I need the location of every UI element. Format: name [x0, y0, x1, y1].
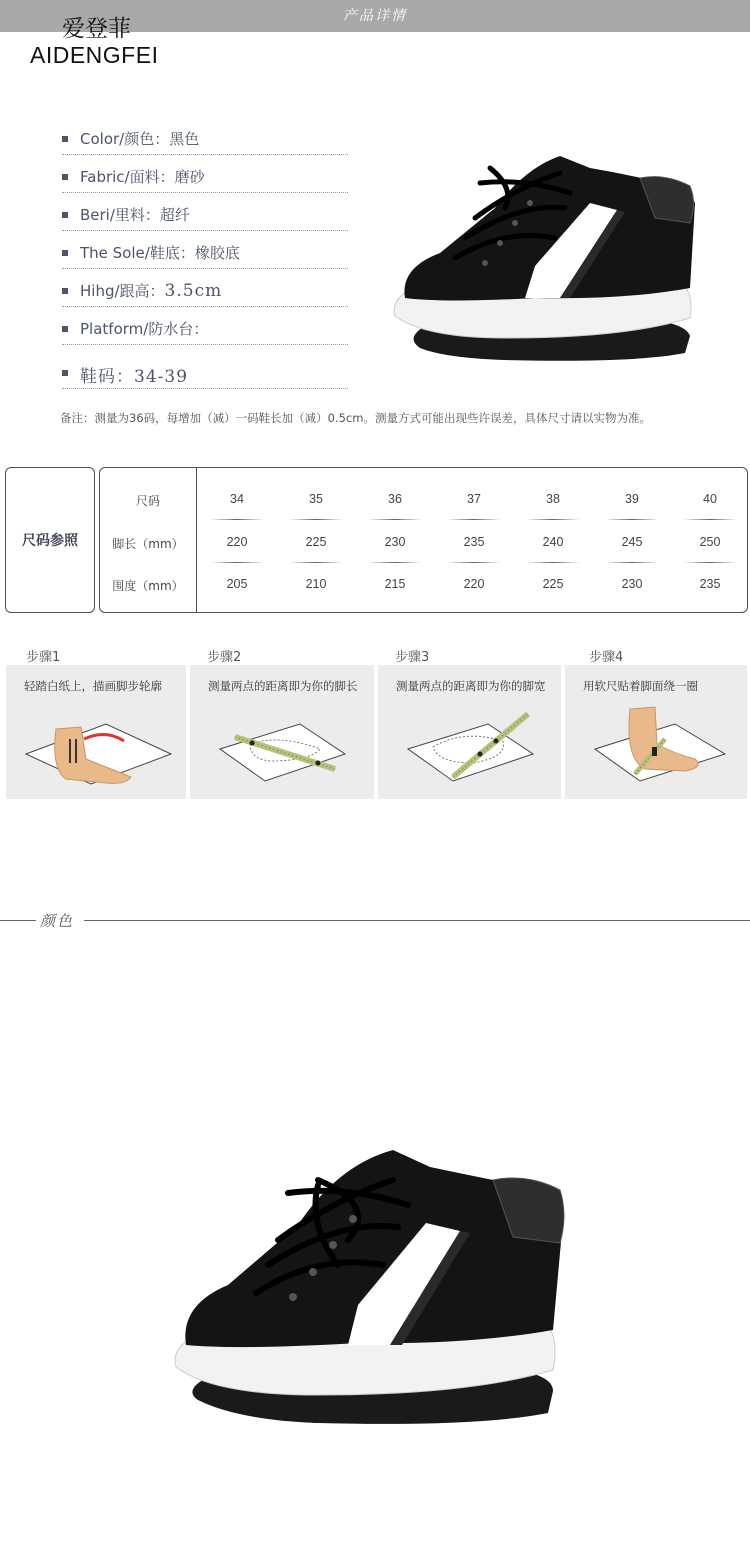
table-cell: 36 — [388, 492, 402, 506]
table-cell: 245 — [621, 535, 643, 549]
row-separator — [526, 562, 580, 563]
table-cell: 250 — [699, 535, 721, 549]
row-separator — [447, 519, 501, 520]
table-cell: 225 — [542, 577, 564, 591]
table-cell: 240 — [542, 535, 564, 549]
color-section-title: 颜色 — [40, 912, 75, 930]
bullet-icon — [62, 326, 68, 332]
header-title: 产品详情 — [343, 8, 407, 24]
spec-text: The Sole/鞋底：橡胶底 — [80, 244, 240, 262]
spec-platform — [62, 314, 348, 345]
spec-text: Color/颜色：黑色 — [80, 130, 200, 148]
table-cell: 37 — [467, 492, 481, 506]
table-cell: 230 — [621, 577, 643, 591]
size-chart-label: 尺码参照 — [22, 533, 78, 549]
table-cell: 39 — [625, 492, 639, 506]
row-separator — [210, 519, 264, 520]
foot-tracing-icon — [6, 699, 186, 799]
step-3-title: 步骤3 — [395, 650, 430, 665]
size-chart-label-box — [5, 467, 95, 613]
step-desc: 测量两点的距离即为你的脚长 — [208, 679, 358, 693]
row-separator — [447, 562, 501, 563]
row-separator — [210, 562, 264, 563]
row-separator — [683, 562, 737, 563]
size-chart-table — [99, 467, 748, 613]
step-desc: 轻踏白纸上，描画脚步轮廓 — [24, 679, 162, 693]
row-separator — [289, 562, 343, 563]
bullet-icon — [62, 370, 68, 376]
brand-name-cn: 爱登菲 — [62, 16, 131, 42]
bullet-icon — [62, 212, 68, 218]
foot-girth-tape-icon — [565, 699, 747, 799]
row-label-girth: 围度（mm） — [112, 579, 184, 593]
foot-width-ruler-icon — [378, 699, 561, 799]
divider-line — [84, 920, 750, 921]
table-cell: 215 — [384, 577, 406, 591]
spec-fabric — [62, 162, 348, 193]
step-4-title: 步骤4 — [589, 650, 624, 665]
bullet-icon — [62, 174, 68, 180]
shoe-product-image-large — [168, 1145, 568, 1430]
table-cell: 235 — [463, 535, 485, 549]
brand-name-en: AIDENGFEI — [30, 42, 159, 68]
table-cell: 205 — [226, 577, 248, 591]
size-note: 备注：测量为36码，每增加（减）一码鞋长加（减）0.5cm。测量方式可能出现些许误差，具体尺寸请以实物为准。 — [60, 411, 651, 425]
spec-text: Beri/里料：超纤 — [80, 206, 190, 224]
divider-line — [0, 920, 36, 921]
table-divider — [196, 468, 197, 612]
spec-sole — [62, 238, 348, 269]
table-cell: 35 — [309, 492, 323, 506]
row-separator — [605, 519, 659, 520]
table-cell: 40 — [703, 492, 717, 506]
row-separator — [526, 519, 580, 520]
spec-lining — [62, 200, 348, 231]
spec-text — [80, 280, 222, 301]
step-4-panel — [565, 665, 747, 799]
step-1-title: 步骤1 — [26, 650, 61, 665]
table-cell: 220 — [226, 535, 248, 549]
spec-label: Hihg/跟高： — [80, 282, 165, 300]
step-desc: 测量两点的距离即为你的脚宽 — [396, 679, 546, 693]
spec-shoe-size — [62, 358, 348, 389]
spec-color — [62, 124, 348, 155]
bullet-icon — [62, 250, 68, 256]
row-separator — [289, 519, 343, 520]
table-cell: 220 — [463, 577, 485, 591]
table-cell: 34 — [230, 492, 244, 506]
spec-heel-height — [62, 276, 348, 307]
row-separator — [368, 562, 422, 563]
spec-value: 3.5cm — [164, 281, 223, 301]
table-cell: 38 — [546, 492, 560, 506]
row-separator — [605, 562, 659, 563]
step-1-panel — [6, 665, 186, 799]
table-cell: 235 — [699, 577, 721, 591]
table-cell: 225 — [305, 535, 327, 549]
spec-text: Platform/防水台： — [80, 320, 209, 338]
step-3-panel — [378, 665, 561, 799]
shoe-product-image-small — [385, 148, 705, 368]
step-2-title: 步骤2 — [207, 650, 242, 665]
foot-length-ruler-icon — [190, 699, 374, 799]
spec-text: 鞋码：34-39 — [80, 367, 189, 387]
row-label-size: 尺码 — [135, 494, 160, 508]
row-separator — [368, 519, 422, 520]
table-cell: 230 — [384, 535, 406, 549]
step-desc: 用软尺贴着脚面绕一圈 — [583, 679, 698, 693]
table-cell: 210 — [305, 577, 327, 591]
row-separator — [683, 519, 737, 520]
row-label-foot-length: 脚长（mm） — [112, 537, 184, 551]
bullet-icon — [62, 288, 68, 294]
spec-text: Fabric/面料：磨砂 — [80, 168, 205, 186]
bullet-icon — [62, 136, 68, 142]
step-2-panel — [190, 665, 374, 799]
